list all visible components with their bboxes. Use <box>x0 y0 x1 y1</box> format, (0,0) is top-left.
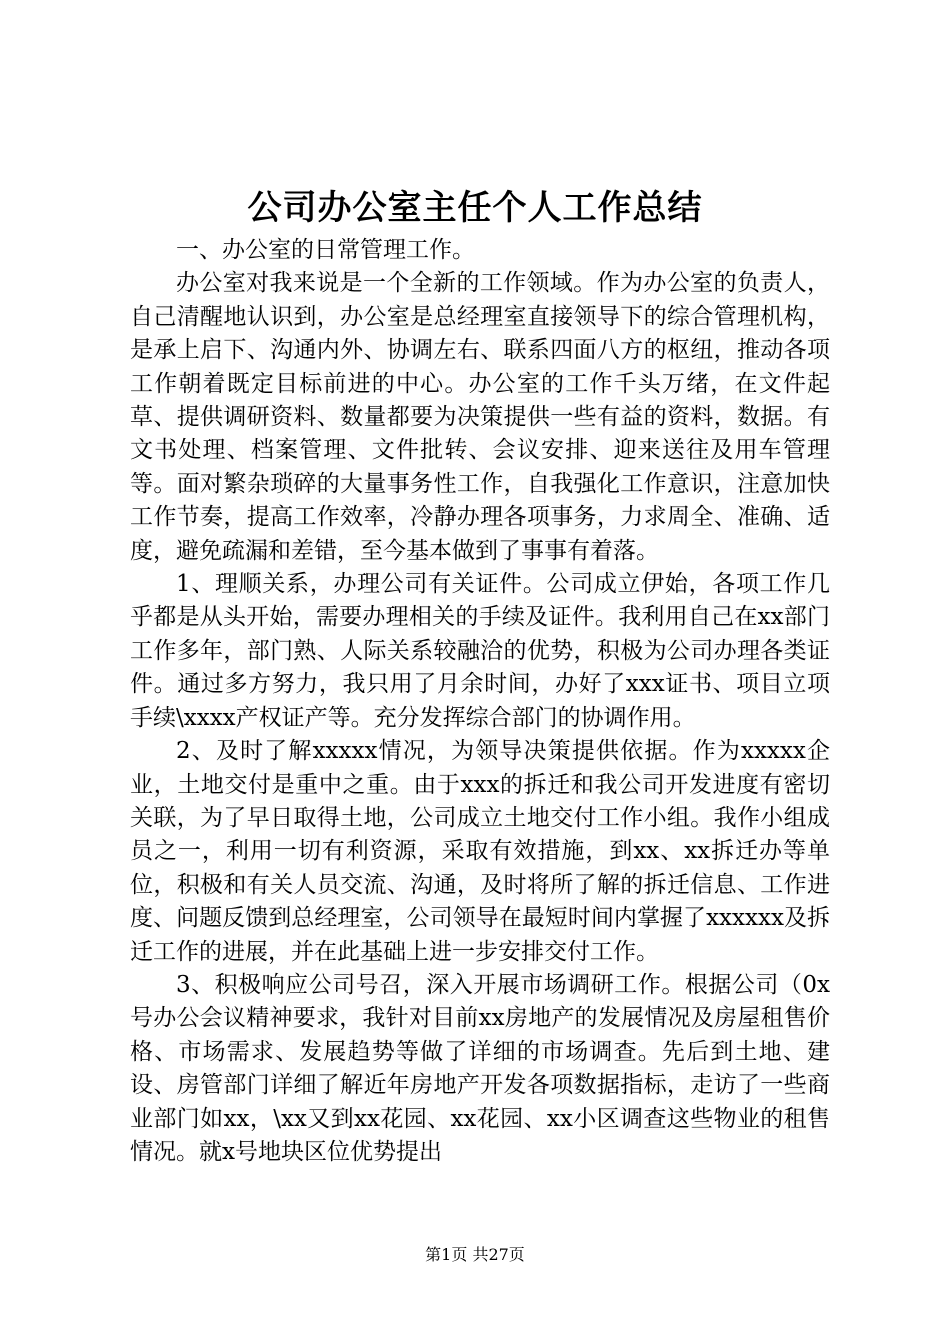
document-body <box>130 234 830 1169</box>
paragraph-item-3: 3、积极响应公司号召，深入开展市场调研工作。根据公司（0x号办公会议精神要求，我针对目前xx房地产的发展情况及房屋租售价格、市场需求、发展趋势等做了详细的市场调查。先后到土地、建设、房管部门详细了解近年房地产开发各项数据指标，走访了一些商业部门如xx，\xx又到xx花园、xx花园、xx小区调查这些物业的租售情况。就x号地块区位优势提出 <box>130 971 830 1165</box>
page-number-footer: 第1页 共27页 <box>425 1245 525 1264</box>
paragraph-item-1: 1、理顺关系，办理公司有关证件。公司成立伊始，各项工作几乎都是从头开始，需要办理相关的手续及证件。我利用自己在xx部门工作多年，部门熟、人际关系较融洽的优势，积极为公司办理各类证件。通过多方努力，我只用了月余时间，办好了xxx证书、项目立项手续\xxxx产权证产等。充分发挥综合部门的协调作用。 <box>130 571 830 731</box>
section-heading: 一、办公室的日常管理工作。 <box>176 237 475 263</box>
paragraph-item-2: 2、及时了解xxxxx情况，为领导决策提供依据。作为xxxxx企业，土地交付是重中之重。由于xxx的拆迁和我公司开发进度有密切关联，为了早日取得土地，公司成立土地交付工作小组。我作小组成员之一，利用一切有利资源，采取有效措施，到xx、xx拆迁办等单位，积极和有关人员交流、沟通，及时将所了解的拆迁信息、工作进度、问题反馈到总经理室，公司领导在最短时间内掌握了xxxxxx及拆迁工作的进展，并在此基础上进一步安排交付工作。 <box>130 738 830 965</box>
document-title: 公司办公室主任个人工作总结 <box>247 188 703 228</box>
paragraph-intro: 办公室对我来说是一个全新的工作领域。作为办公室的负责人，自己清醒地认识到，办公室是总经理室直接领导下的综合管理机构，是承上启下、沟通内外、协调左右、联系四面八方的枢纽，推动各项工作朝着既定目标前进的中心。办公室的工作千头万绪，在文件起草、提供调研资料、数量都要为决策提供一些有益的资料，数据。有文书处理、档案管理、文件批转、会议安排、迎来送往及用车管理等。面对繁杂琐碎的大量事务性工作，自我强化工作意识，注意加快工作节奏，提高工作效率，冷静办理各项事务，力求周全、准确、适度，避免疏漏和差错，至今基本做到了事事有着落。 <box>130 270 830 564</box>
